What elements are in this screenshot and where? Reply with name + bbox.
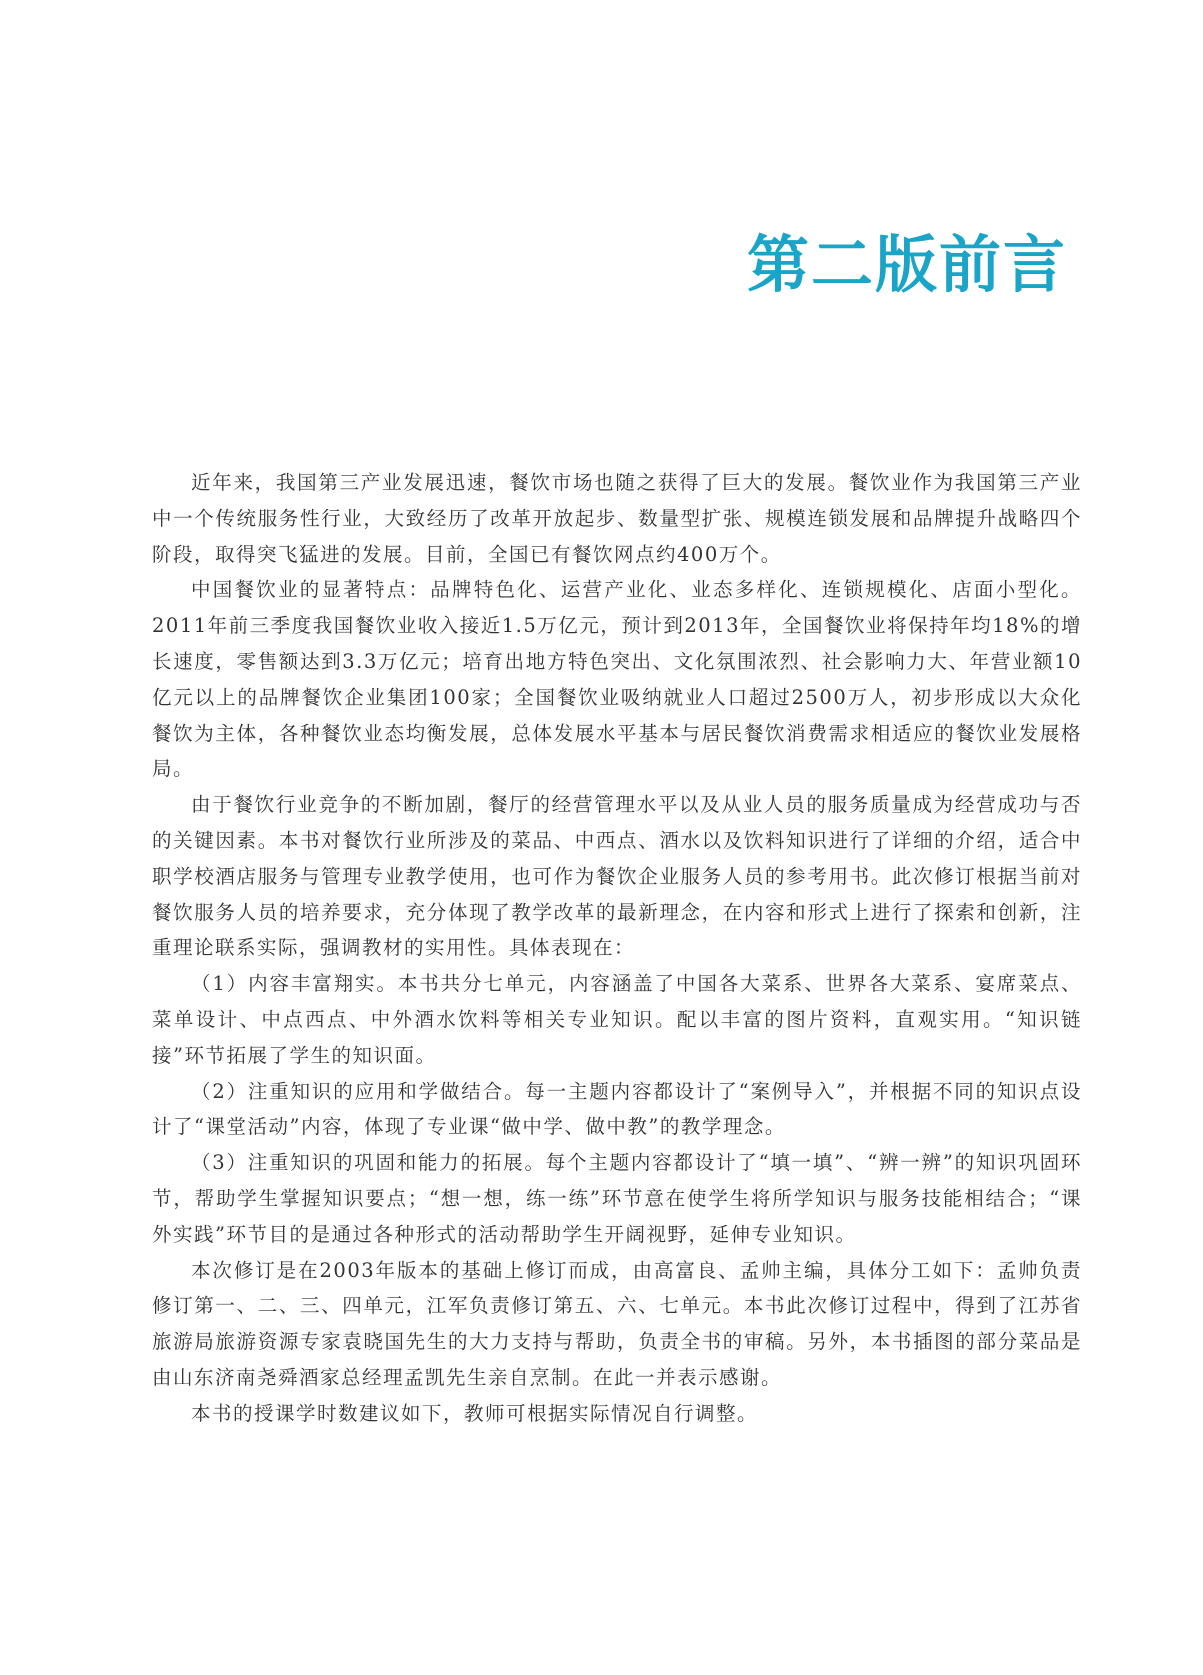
paragraph-hours: 本书的授课学时数建议如下，教师可根据实际情况自行调整。 xyxy=(191,1401,759,1425)
paragraph-features: 中国餐饮业的显著特点：品牌特色化、运营产业化、业态多样化、连锁规模化、店面小型化。2011年前三季度我国餐饮业收入接近1.5万亿元，预计到2013年，全国餐饮业将保持年均18%的增长速度，零售额达到3.3万亿元；培育出地方特色突出、文化氛围浓烈、社会影响力大、年营业额10亿元以上的品牌餐饮企业集团100家；全国餐饮业吸纳就业人口超过2500万人，初步形成以大众化餐饮为主体，各种餐饮业态均衡发展，总体发展水平基本与居民餐饮消费需求相适应的餐饮业发展格局。 xyxy=(152,578,1082,781)
paragraph-point-1: （1）内容丰富翔实。本书共分七单元，内容涵盖了中国各大菜系、世界各大菜系、宴席菜点、菜单设计、中点西点、中外酒水饮料等相关专业知识。配以丰富的图片资料，直观实用。“知识链接”环节拓展了学生的知识面。 xyxy=(152,972,1082,1067)
paragraph-intro: 近年来，我国第三产业发展迅速，餐饮市场也随之获得了巨大的发展。餐饮业作为我国第三产业中一个传统服务性行业，大致经历了改革开放起步、数量型扩张、规模连锁发展和品牌提升战略四个阶段，取得突飞猛进的发展。目前，全国已有餐饮网点约400万个。 xyxy=(152,471,1082,566)
paragraph-point-3: （3）注重知识的巩固和能力的拓展。每个主题内容都设计了“填一填”、“辨一辨”的知识巩固环节，帮助学生掌握知识要点；“想一想，练一练”环节意在使学生将所学知识与服务技能相结合；“课外实践”环节目的是通过各种形式的活动帮助学生开阔视野，延伸专业知识。 xyxy=(152,1151,1082,1246)
paragraph-book-purpose: 由于餐饮行业竞争的不断加剧，餐厅的经营管理水平以及从业人员的服务质量成为经营成功与否的关键因素。本书对餐饮行业所涉及的菜品、中西点、酒水以及饮料知识进行了详细的介绍，适合中职学校酒店服务与管理专业教学使用，也可作为餐饮企业服务人员的参考用书。此次修订根据当前对餐饮服务人员的培养要求，充分体现了教学改革的最新理念，在内容和形式上进行了探索和创新，注重理论联系实际，强调教材的实用性。具体表现在： xyxy=(152,793,1082,960)
page-title: 第二版前言 xyxy=(746,228,1067,301)
paragraph-revision: 本次修订是在2003年版本的基础上修订而成，由高富良、孟帅主编，具体分工如下：孟帅负责修订第一、二、三、四单元，江军负责修订第五、六、七单元。本书此次修订过程中，得到了江苏省旅游局旅游资源专家袁晓国先生的大力支持与帮助，负责全书的审稿。另外，本书插图的部分菜品是由山东济南尧舜酒家总经理孟凯先生亲自烹制。在此一并表示感谢。 xyxy=(152,1258,1082,1389)
preface-body xyxy=(152,465,1082,1432)
paragraph-point-2: （2）注重知识的应用和学做结合。每一主题内容都设计了“案例导入”，并根据不同的知识点设计了“课堂活动”内容，体现了专业课“做中学、做中教”的教学理念。 xyxy=(152,1079,1082,1139)
